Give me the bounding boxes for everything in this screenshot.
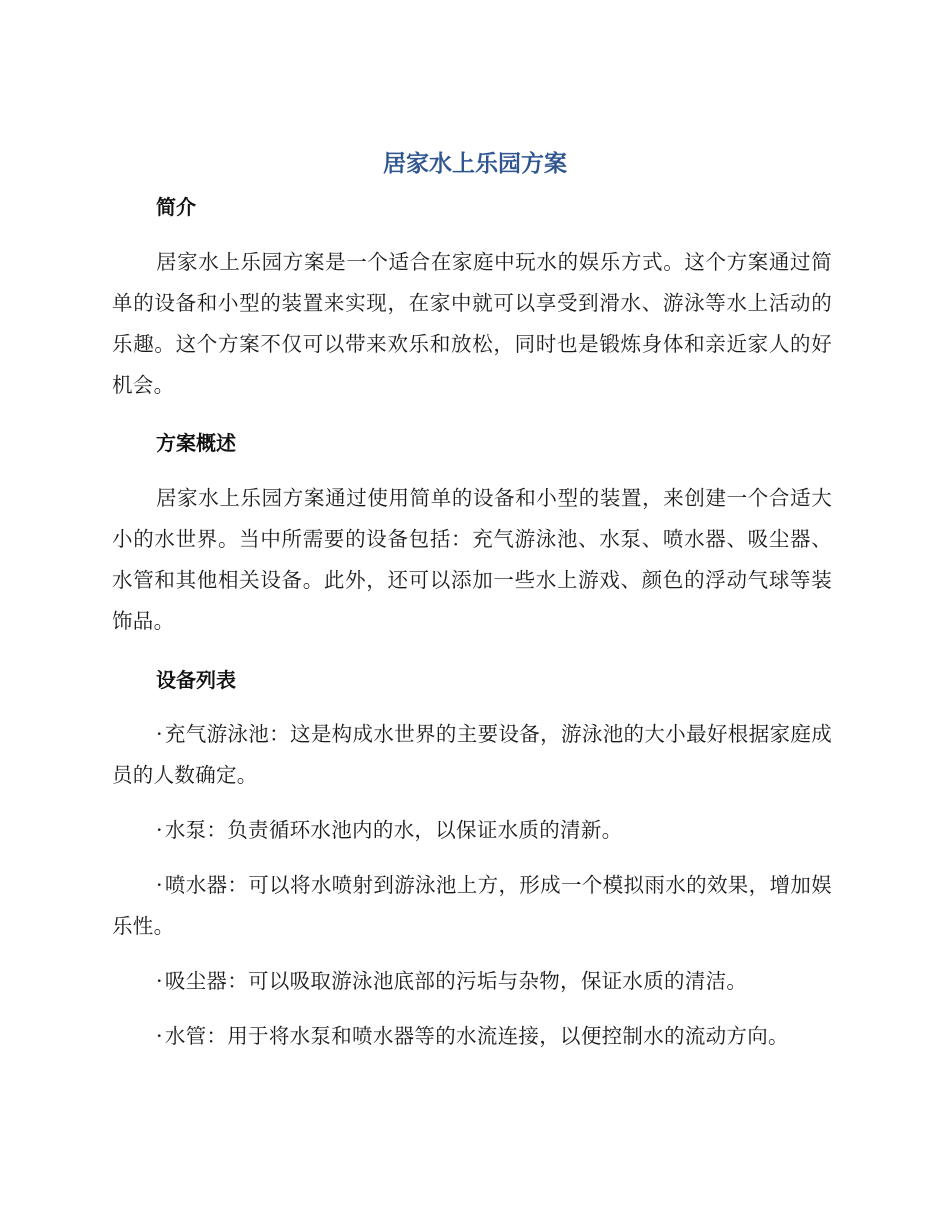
overview-paragraph: 居家水上乐园方案通过使用简单的设备和小型的装置，来创建一个合适大小的水世界。当中所需要的设备包括：充气游泳池、水泵、喷水器、吸尘器、水管和其他相关设备。此外，还可以添加一些水上游戏、颜色的浮动气球等装饰品。	[112, 486, 832, 633]
equipment-item	[112, 1016, 832, 1057]
equipment-item	[112, 810, 832, 851]
equipment-item	[112, 714, 832, 796]
equipment-item-text: 吸尘器：可以吸取游泳池底部的污垢与杂物，保证水质的清洁。	[164, 969, 748, 993]
intro-paragraph: 居家水上乐园方案是一个适合在家庭中玩水的娱乐方式。这个方案通过简单的设备和小型的装置来实现，在家中就可以享受到滑水、游泳等水上活动的乐趣。这个方案不仅可以带来欢乐和放松，同时也是锻炼身体和亲近家人的好机会。	[112, 250, 832, 397]
bullet-marker: ·	[156, 969, 163, 993]
bullet-marker: ·	[156, 722, 163, 746]
equipment-item-text: 充气游泳池：这是构成水世界的主要设备，游泳池的大小最好根据家庭成员的人数确定。	[112, 722, 832, 787]
bullet-marker: ·	[156, 818, 163, 842]
section-heading-intro: 简介	[156, 195, 196, 219]
equipment-item	[112, 961, 832, 1002]
equipment-item	[112, 865, 832, 947]
equipment-item-text: 喷水器：可以将水喷射到游泳池上方，形成一个模拟雨水的效果，增加娱乐性。	[112, 873, 832, 938]
bullet-marker: ·	[156, 1024, 163, 1048]
equipment-item-text: 水泵：负责循环水池内的水，以保证水质的清新。	[164, 818, 623, 842]
equipment-item-text: 水管：用于将水泵和喷水器等的水流连接，以便控制水的流动方向。	[164, 1024, 789, 1048]
section-heading-overview: 方案概述	[156, 431, 236, 455]
document-title: 居家水上乐园方案	[383, 151, 567, 177]
section-heading-equipment: 设备列表	[156, 668, 236, 692]
bullet-marker: ·	[156, 873, 163, 897]
